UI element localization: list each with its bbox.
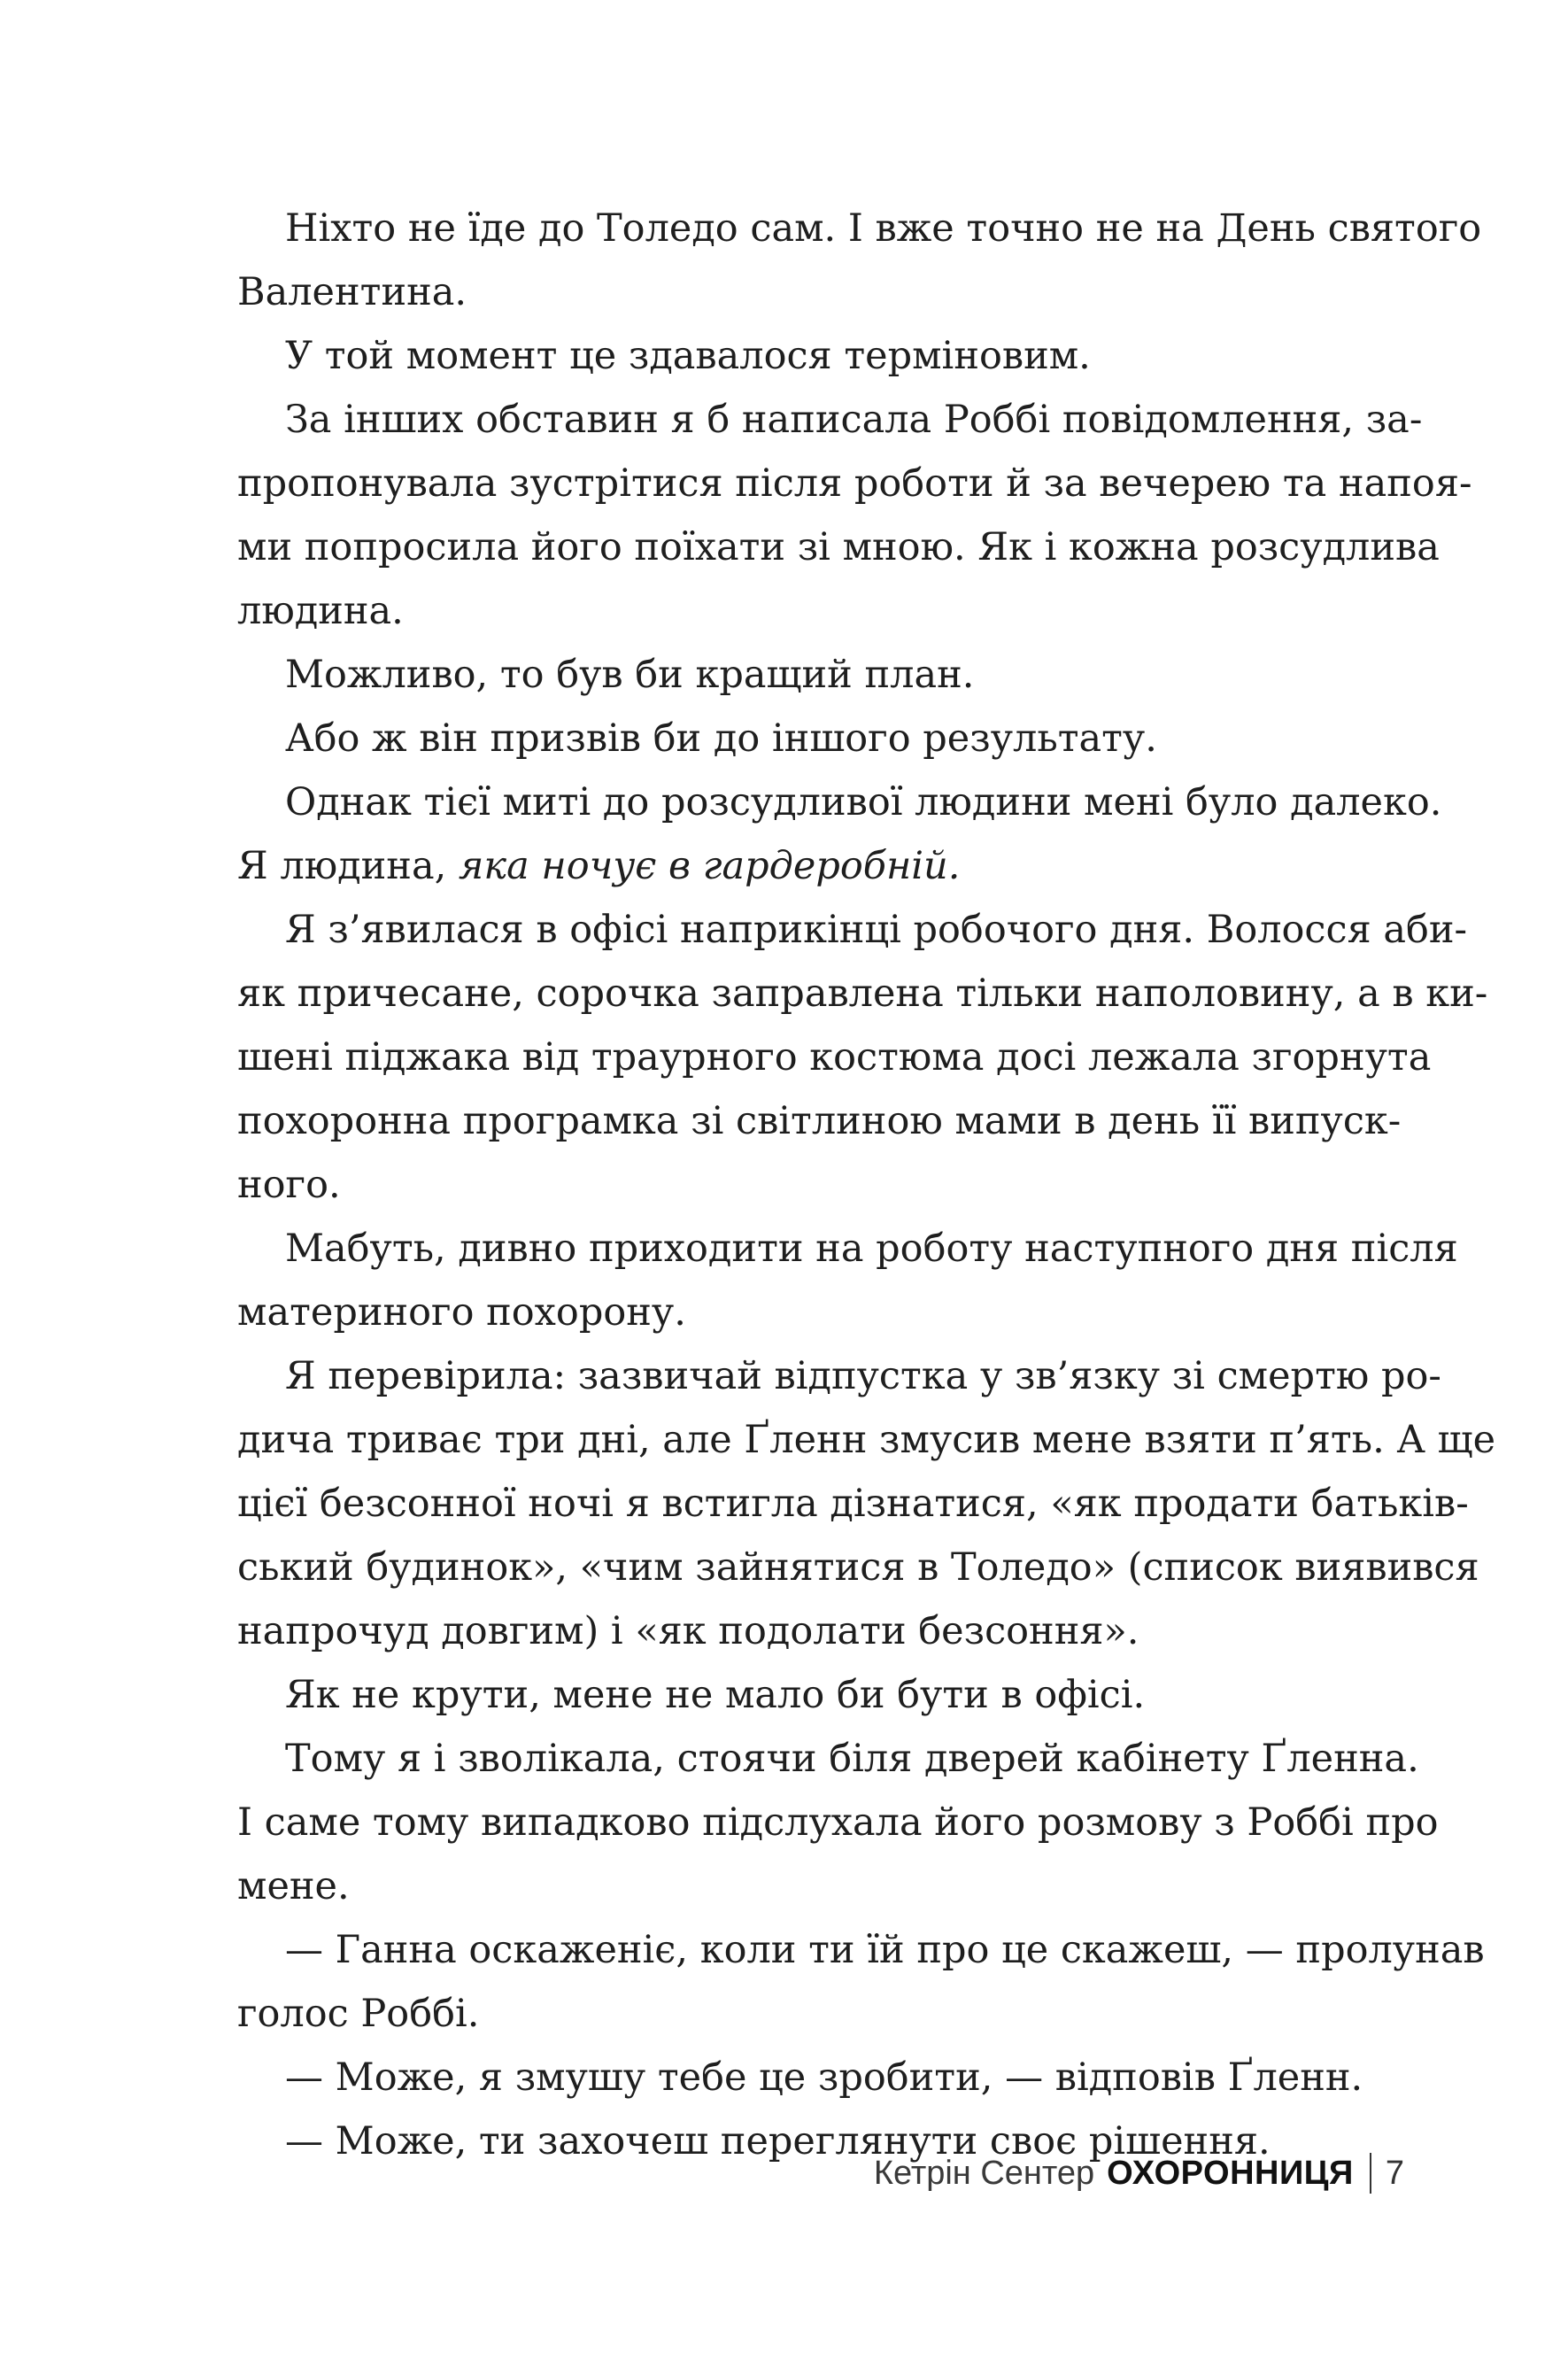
- text-line: ський будинок», «чим зайнятися в Толедо» (список виявився: [237, 1545, 1479, 1590]
- text-line: Однак тієї миті до розсудливої людини мені було далеко.: [285, 780, 1442, 824]
- page-number: 7: [1385, 2154, 1404, 2192]
- text-line: Або ж він призвів би до іншого результату.: [285, 716, 1157, 761]
- text-line: — Ганна оскаженіє, коли ти їй про це скажеш, — пролунав: [285, 1928, 1485, 1972]
- paragraph: [189, 1344, 1496, 1663]
- text-line: дича триває три дні, але Ґленн змусив мене взяти п’ять. А ще: [237, 1418, 1496, 1462]
- paragraph: [189, 2046, 1367, 2109]
- paragraph: [189, 643, 1367, 707]
- text-line: Як не крути, мене не мало би бути в офісі.: [285, 1673, 1146, 1717]
- paragraph: [189, 1727, 1439, 1918]
- text-line: Тому я і зволікала, стоячи біля дверей кабінету Ґленна.: [285, 1737, 1419, 1781]
- paragraph: [189, 197, 1482, 324]
- paragraph: [189, 707, 1367, 770]
- text-line: голос Роббі.: [237, 1992, 480, 2036]
- paragraph: [189, 1918, 1485, 2046]
- paragraph: [189, 770, 1442, 898]
- body-text: [189, 197, 1496, 2173]
- text-line: І саме тому випадково підслухала його розмову з Роббі про: [237, 1800, 1439, 1845]
- text-line: Я з’явилася в офісі наприкінці робочого дня. Волосся аби-: [285, 908, 1468, 952]
- paragraph: [189, 1663, 1367, 1727]
- text-line: як причесане, сорочка заправлена тільки наполовину, а в ки-: [237, 971, 1488, 1016]
- text-line: ми попросила його поїхати зі мною. Як і кожна розсудлива: [237, 525, 1440, 569]
- paragraph: [189, 898, 1488, 1217]
- text-line: За інших обставин я б написала Роббі повідомлення, за-: [285, 398, 1423, 442]
- running-footer: [874, 2147, 1404, 2200]
- paragraph: [189, 388, 1472, 643]
- text-line: Можливо, то був би кращий план.: [285, 653, 975, 697]
- text-line: Ніхто не їде до Толедо сам. І вже точно не на День святого: [285, 206, 1482, 251]
- text-line: шені піджака від траурного костюма досі лежала згорнута: [237, 1035, 1432, 1080]
- text-line: цієї безсонної ночі я встигла дізнатися, «як продати батьків-: [237, 1482, 1469, 1526]
- text-line: мене.: [237, 1864, 350, 1908]
- text-line: пропонувала зустрітися після роботи й за вечерею та напоя-: [237, 461, 1472, 506]
- text-line: — Може, я змушу тебе це зробити, — відповів Ґленн.: [285, 2055, 1363, 2100]
- paragraph: [189, 324, 1367, 388]
- text-line: похоронна програмка зі світлиною мами в день її випуск-: [237, 1099, 1402, 1143]
- text-line: материного похорону.: [237, 1290, 686, 1335]
- footer-book-title: ОХОРОННИЦЯ: [1107, 2154, 1354, 2192]
- text-line: Мабуть, дивно приходити на роботу наступного дня після: [285, 1227, 1458, 1271]
- text-line: У той момент це здавалося терміновим.: [285, 334, 1091, 378]
- text-line-italic: [189, 834, 1367, 898]
- text-segment: Я людина,: [237, 844, 459, 888]
- text-line: людина.: [237, 589, 404, 633]
- text-line: напрочуд довгим) і «як подолати безсоння».: [237, 1609, 1139, 1653]
- text-line: Я перевірила: зазвичай відпустка у зв’язку зі смертю ро-: [285, 1354, 1441, 1398]
- text-line: ного.: [237, 1163, 341, 1207]
- text-line: Валентина.: [237, 270, 467, 314]
- footer-author: Кетрін Сентер: [873, 2154, 1095, 2192]
- text-line: — Може, ти захочеш переглянути своє рішення.: [285, 2119, 1271, 2163]
- italic-text: яка ночує в гардеробній.: [458, 844, 961, 888]
- footer-divider: [1370, 2153, 1371, 2194]
- paragraph: [189, 1217, 1458, 1344]
